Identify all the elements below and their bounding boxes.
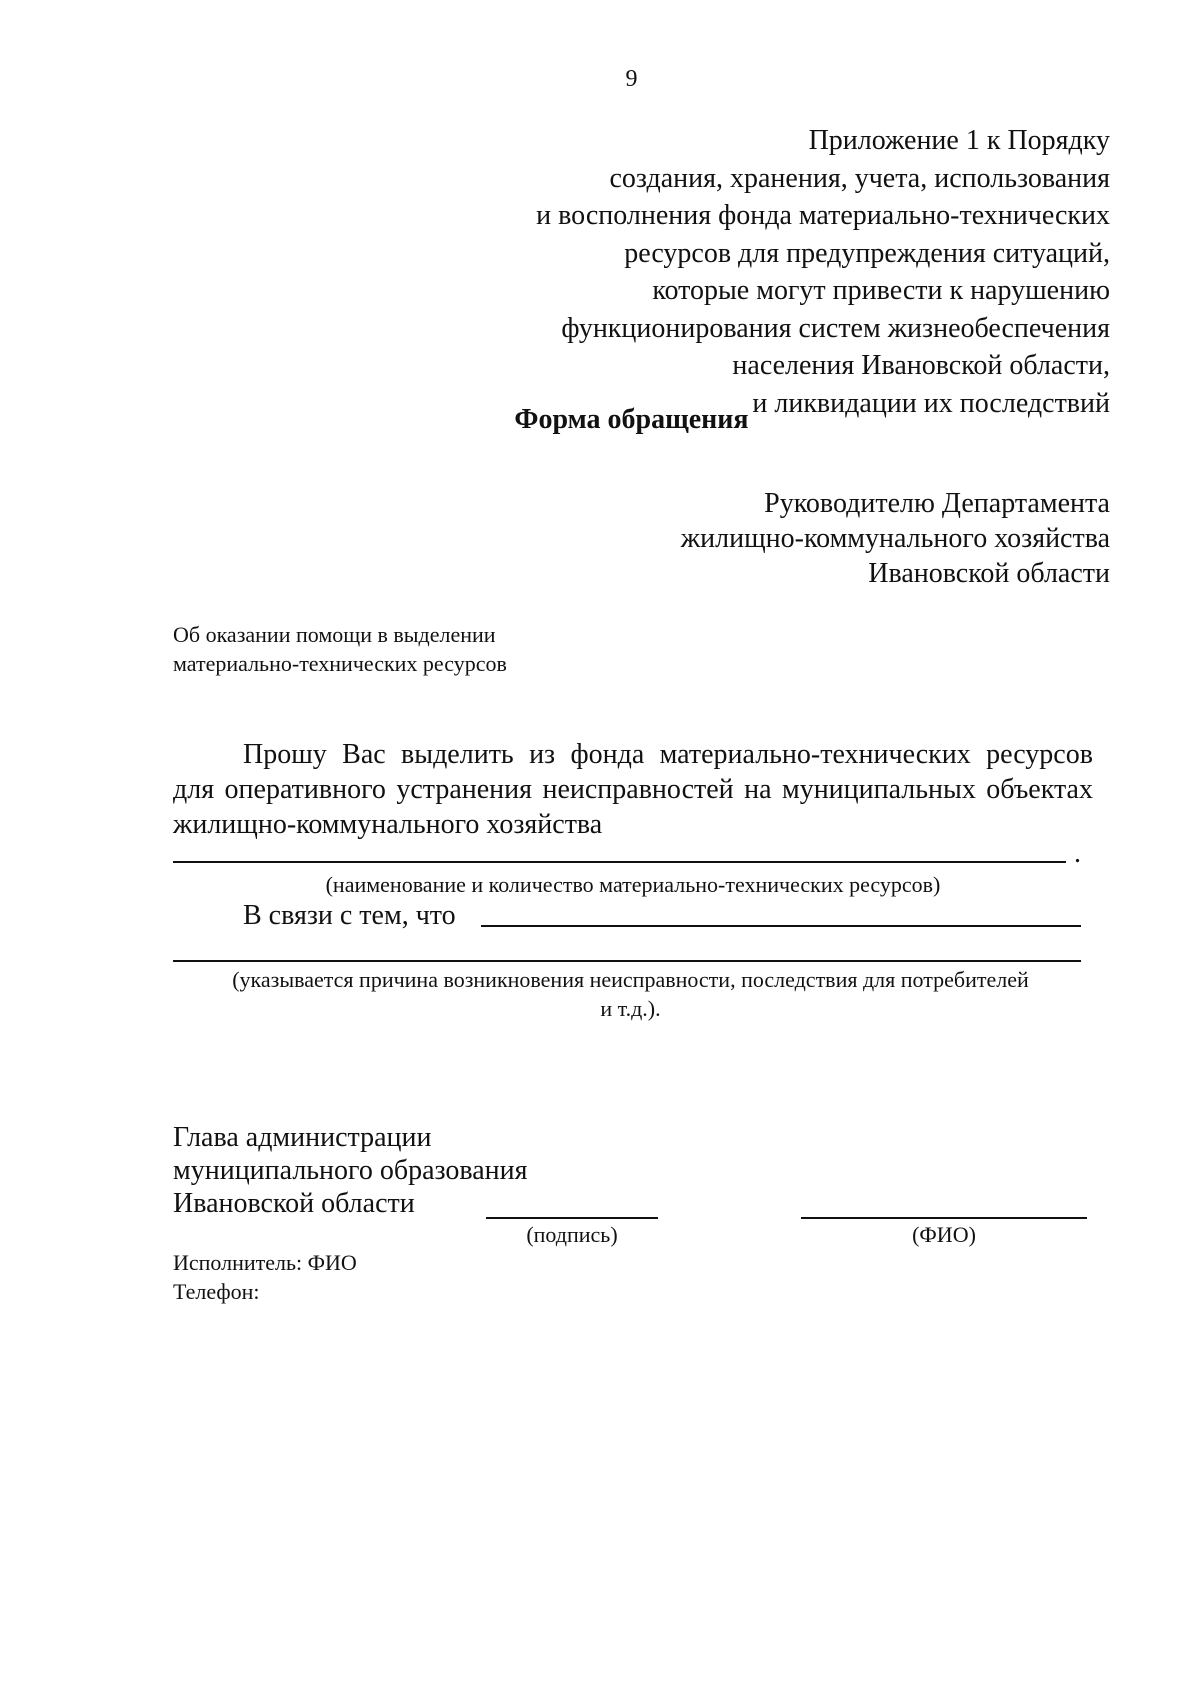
appendix-line: и восполнения фонда материально-технических <box>536 200 1110 231</box>
page-number: 9 <box>625 66 638 92</box>
request-line-3: жилищно-коммунального хозяйства <box>173 809 603 840</box>
request-word: муниципальных <box>781 774 976 805</box>
addressee-line: Ивановской области <box>868 558 1110 589</box>
appendix-line: которые могут привести к нарушению <box>652 275 1110 306</box>
subject-line: материально-технических ресурсов <box>173 651 507 676</box>
appendix-line: Приложение 1 к Порядку <box>808 125 1110 156</box>
signatory-line: муниципального образования <box>173 1155 528 1186</box>
signatory-line: Глава администрации <box>173 1122 432 1153</box>
resources-fill-line[interactable] <box>173 861 1066 863</box>
resources-caption: (наименование и количество материально-технических ресурсов) <box>325 872 941 897</box>
name-fill-line[interactable] <box>801 1217 1087 1219</box>
signature-fill-line[interactable] <box>486 1217 658 1219</box>
subject-line: Об оказании помощи в выделении <box>173 622 496 647</box>
appendix-line: создания, хранения, учета, использования <box>609 162 1110 194</box>
request-word: устранения <box>396 774 533 805</box>
name-caption: (ФИО) <box>912 1222 976 1247</box>
performer-block <box>173 1248 357 1306</box>
performer-label: Исполнитель: ФИО <box>173 1250 357 1275</box>
reason-fill-line-1[interactable] <box>481 925 1081 927</box>
reason-caption-line-2: и т.д.). <box>600 996 661 1021</box>
appendix-line: функционирования систем жизнеобеспечения <box>561 312 1110 344</box>
reason-label: В связи с тем, что <box>243 900 456 931</box>
appendix-header <box>410 122 1110 422</box>
signatory-block <box>173 1121 528 1220</box>
request-word: неисправностей <box>542 774 734 805</box>
request-line-2 <box>173 772 1093 807</box>
request-paragraph <box>173 737 1093 842</box>
phone-label: Телефон: <box>173 1279 260 1304</box>
request-word: из <box>529 739 556 770</box>
reason-caption-line-1: (указывается причина возникновения неисправности, последствия для потребителей <box>232 967 1029 992</box>
subject-block <box>173 620 507 678</box>
reason-fill-line-2[interactable] <box>173 960 1081 962</box>
request-line-1 <box>173 737 1093 772</box>
addressee-line: жилищно-коммунального хозяйства <box>680 523 1110 554</box>
request-word: фонда <box>570 739 645 770</box>
form-title: Форма обращения <box>514 404 749 435</box>
request-word: Вас <box>342 739 386 770</box>
request-word: для <box>173 774 215 805</box>
signatory-line: Ивановской области <box>173 1188 415 1219</box>
request-word: Прошу <box>243 739 327 770</box>
request-word: объектах <box>986 774 1093 805</box>
appendix-line: ресурсов для предупреждения ситуаций, <box>624 237 1110 269</box>
request-word: на <box>744 774 772 805</box>
request-word: ресурсов <box>986 739 1093 770</box>
appendix-line: и ликвидации их последствий <box>752 387 1110 419</box>
request-word: материально-технических <box>659 739 971 770</box>
addressee-line: Руководителю Департамента <box>764 488 1110 519</box>
request-period: . <box>1074 838 1081 869</box>
request-word: оперативного <box>224 774 386 805</box>
signature-caption: (подпись) <box>526 1222 618 1247</box>
request-word: выделить <box>401 739 514 770</box>
addressee-block <box>510 486 1110 591</box>
appendix-line: населения Ивановской области, <box>732 350 1110 381</box>
